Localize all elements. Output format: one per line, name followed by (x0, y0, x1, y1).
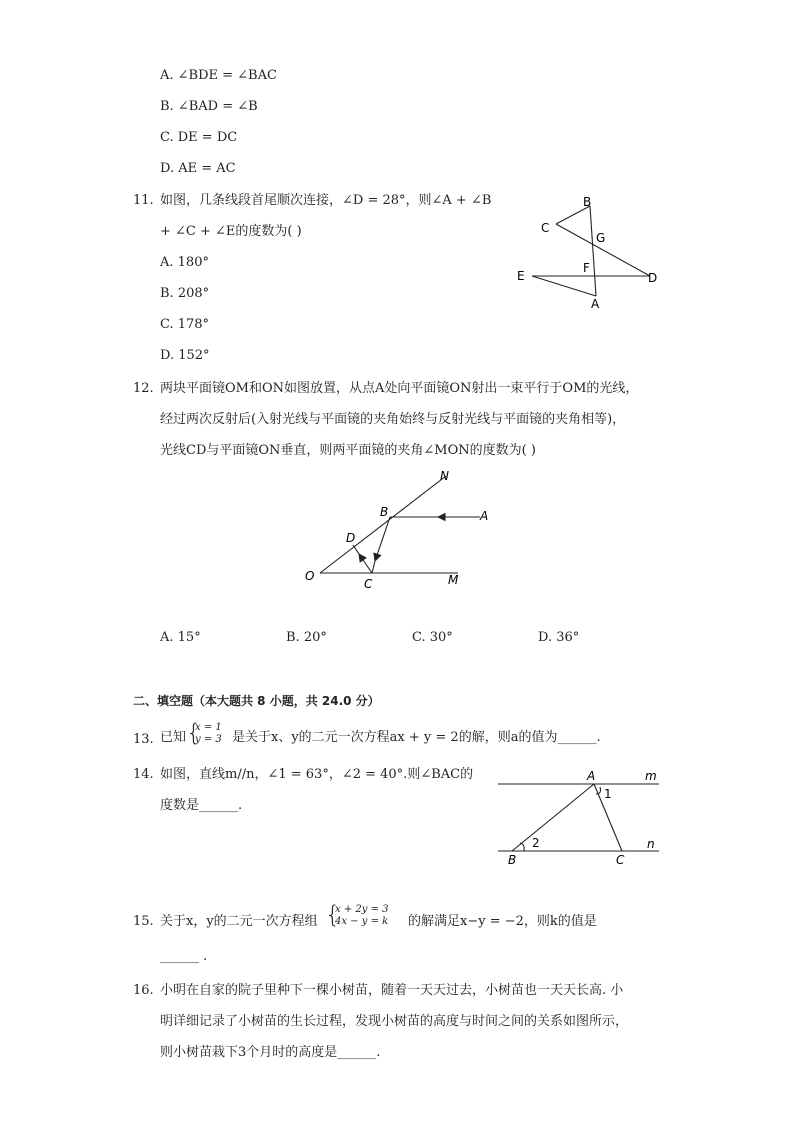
q12-text-line3: 光线CD与平面镜ON垂直，则两平面镜的夹角∠MON的度数为( ) (160, 443, 536, 458)
q13-brace: { (186, 719, 202, 747)
q13-text-post: 是关于x、y的二元一次方程ax + y = 2的解，则a的值为______. (232, 730, 601, 745)
q15-number: 15. (133, 914, 154, 929)
q10-option-b: B. ∠BAD = ∠B (160, 99, 258, 114)
q11-label-f: F (583, 261, 590, 275)
q12-figure (298, 466, 508, 596)
q14-label-a: A (587, 769, 596, 783)
q15-system-eq1: x + 2y = 3 (335, 904, 389, 915)
q12-option-a: A. 15° (160, 630, 201, 645)
q14-label-n: n (647, 837, 655, 851)
q14-figure (494, 766, 668, 872)
q12-option-d: D. 36° (538, 630, 580, 645)
q12-label-c: C (364, 577, 373, 591)
q12-label-b: B (380, 505, 389, 519)
q15-brace: { (325, 901, 341, 929)
q12-ray-bc-end (372, 561, 375, 573)
q11-label-a: A (591, 297, 600, 311)
q10-option-a: A. ∠BDE = ∠BAC (160, 68, 277, 83)
q11-segment-ae (532, 276, 596, 296)
q11-number: 11. (133, 193, 154, 208)
q14-label-angle2: 2 (532, 836, 540, 850)
q13-number: 13. (133, 732, 154, 747)
q14-label-c: C (616, 853, 625, 867)
q11-label-e: E (517, 269, 525, 283)
q10-option-c: C. DE = DC (160, 130, 238, 145)
q12-label-a: A (480, 509, 489, 523)
q14-number: 14. (133, 767, 154, 782)
q13-text-pre: 已知 (160, 730, 187, 745)
q11-label-c: C (541, 221, 550, 235)
q12-mirror-on (320, 476, 446, 573)
q11-option-b: B. 208° (160, 286, 210, 301)
q15-system-eq2: 4x − y = k (335, 916, 389, 927)
section-2-title: 二、填空题（本大题共 8 小题，共 24.0 分） (133, 694, 380, 708)
q12-ray-cd (359, 554, 372, 573)
q12-text-line1: 两块平面镜OM和ON如图放置，从点A处向平面镜ON射出一束平行于OM的光线， (160, 381, 639, 396)
q12-number: 12. (133, 381, 154, 396)
q13-system-eq2: y = 3 (195, 734, 222, 745)
q14-label-angle1: 1 (604, 787, 612, 801)
q12-option-b: B. 20° (286, 630, 327, 645)
q11-option-a: A. 180° (160, 255, 209, 270)
q12-text-line2: 经过两次反射后(入射光线与平面镜的夹角始终与反射光线与平面镜的夹角相等)， (160, 412, 626, 427)
q15-text-pre: 关于x，y的二元一次方程组 (160, 914, 318, 929)
q12-label-m: M (448, 573, 459, 587)
q14-text-line1: 如图，直线m//n，∠1 = 63°，∠2 = 40°.则∠BAC的 (160, 767, 474, 782)
q16-text-line1: 小明在自家的院子里种下一棵小树苗，随着一天天过去，小树苗也一天天长高. 小 (160, 983, 624, 998)
q12-label-n: N (440, 469, 449, 483)
q16-text-line2: 明详细记录了小树苗的生长过程，发现小树苗的高度与时间之间的关系如图所示， (160, 1014, 629, 1029)
q11-figure (510, 192, 670, 314)
q11-text-line2: + ∠C + ∠E的度数为( ) (160, 224, 302, 239)
q11-label-b: B (583, 195, 592, 209)
q12-ray-bc (375, 517, 390, 561)
q12-option-c: C. 30° (412, 630, 453, 645)
q12-label-o: O (305, 569, 315, 583)
q11-segment-ba (590, 206, 596, 296)
q14-label-b: B (508, 853, 517, 867)
q14-label-m: m (645, 769, 657, 783)
q11-option-d: D. 152° (160, 348, 210, 363)
q10-option-d: D. AE = AC (160, 161, 236, 176)
q11-label-d: D (648, 271, 658, 285)
q15-answer-blank: ______ . (160, 949, 208, 964)
q15-text-post: 的解满足x−y = −2，则k的值是 (408, 914, 597, 929)
q12-label-d: D (346, 531, 356, 545)
q14-segment-ab (512, 784, 594, 851)
q12-ray-cd-end (353, 545, 359, 554)
q16-number: 16. (133, 983, 154, 998)
q16-text-line3: 则小树苗栽下3个月时的高度是______. (160, 1045, 381, 1060)
q11-text-line1: 如图，几条线段首尾顺次连接，∠D = 28°，则∠A + ∠B (160, 193, 492, 208)
q11-label-g: G (596, 231, 606, 245)
q11-option-c: C. 178° (160, 317, 210, 332)
q14-text-line2: 度数是______. (160, 798, 243, 813)
q13-system-eq1: x = 1 (195, 722, 222, 733)
